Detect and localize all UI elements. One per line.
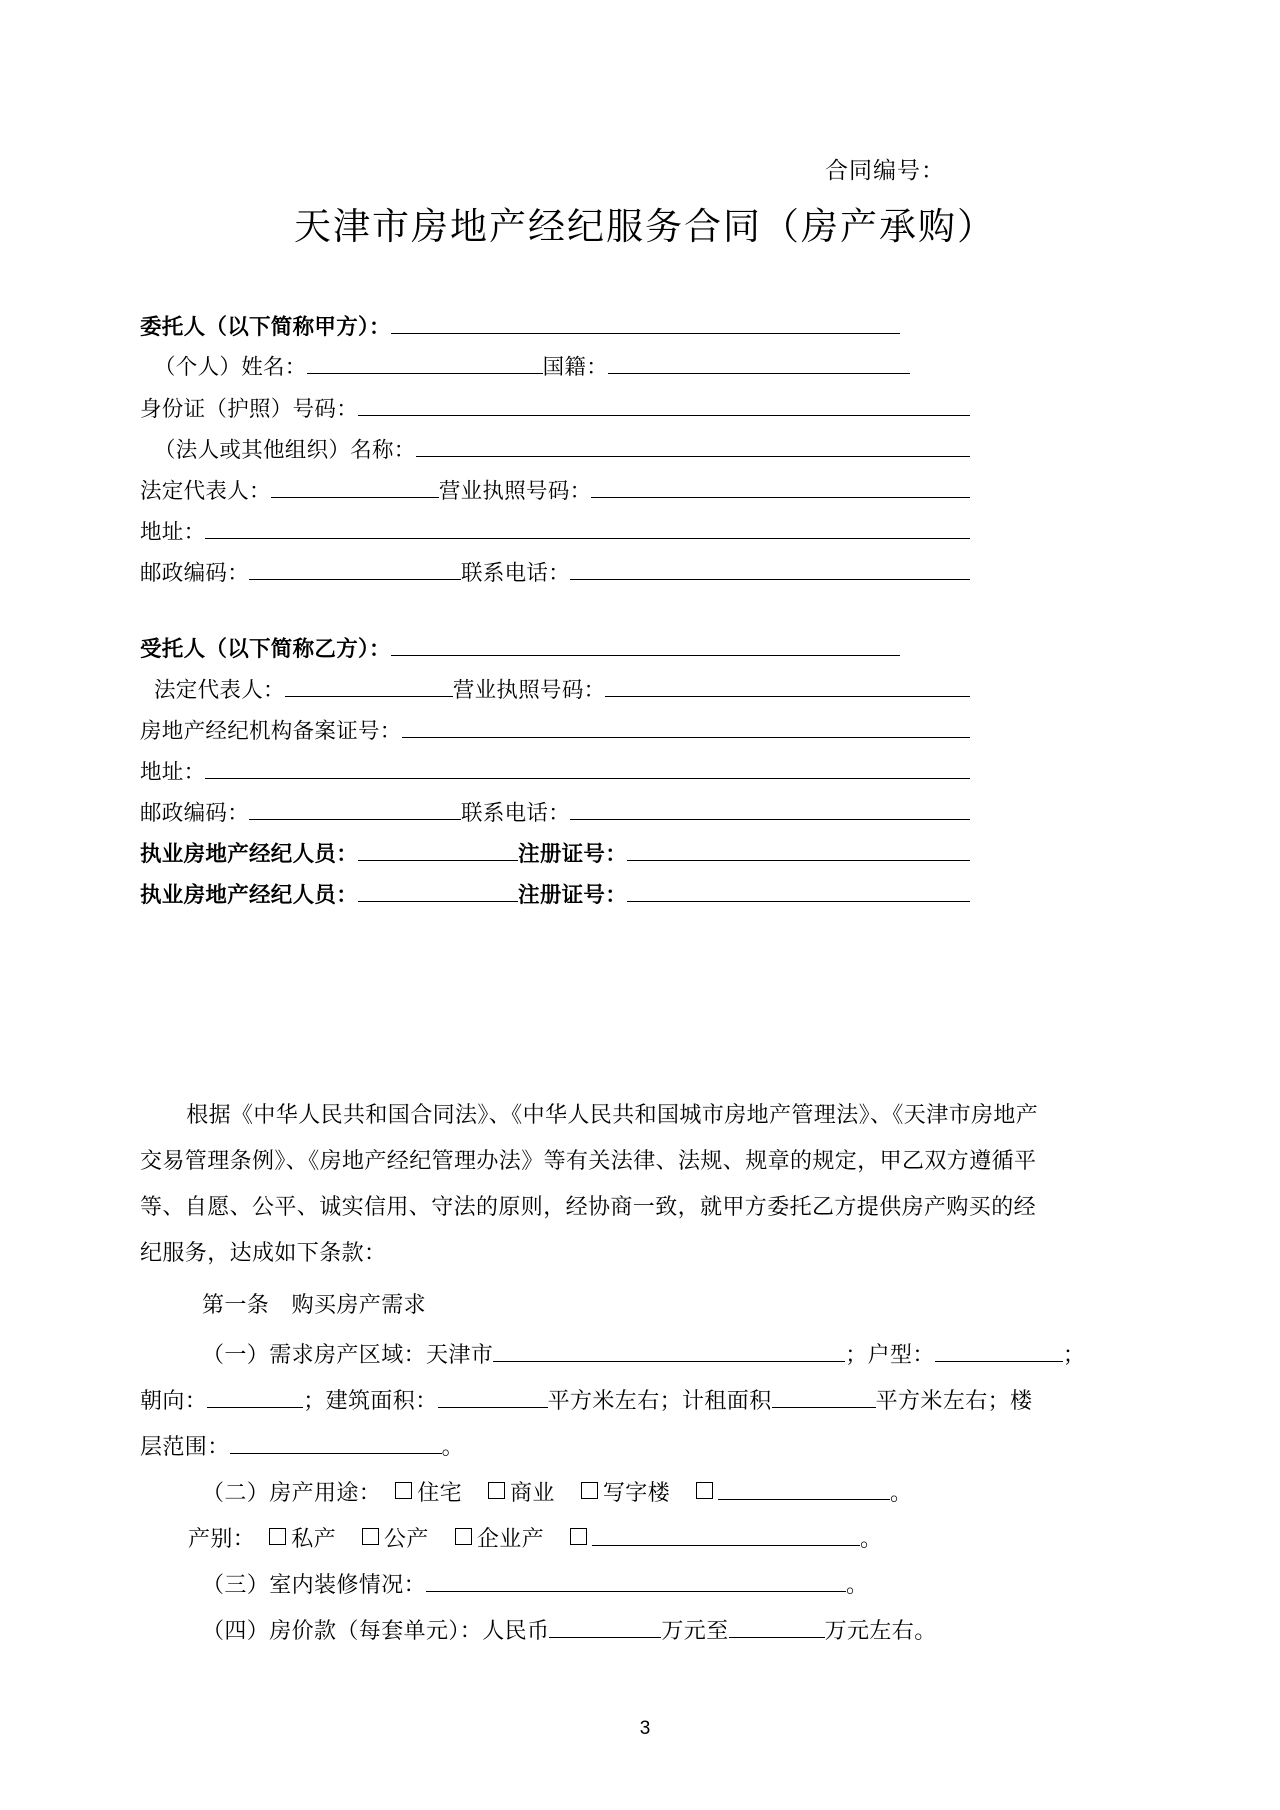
party-b-postcode-line [140, 794, 970, 827]
party-a-heading: 委托人（以下简称甲方）： [140, 315, 391, 339]
article1-property-type-period: 。 [860, 1526, 883, 1551]
document-title: 天津市房地产经纪服务合同（房产承购） [294, 206, 996, 247]
article1-item1-layout-label: ；户型： [845, 1342, 935, 1367]
party-a-address-label: 地址： [140, 520, 206, 544]
article1-item1-line1 [140, 1336, 1150, 1370]
party-b-broker1-name-blank[interactable] [358, 835, 518, 861]
article1-title [140, 1290, 426, 1320]
party-a-org-name-blank[interactable] [416, 431, 970, 457]
article1-orientation-label: 朝向： [140, 1388, 208, 1413]
party-a-org-name-label: （法人或其他组织）名称： [154, 438, 416, 462]
article1-decoration-period: 。 [846, 1572, 869, 1597]
party-b-broker2-cert-label: 注册证号： [518, 883, 628, 907]
page-number: 3 [639, 1718, 651, 1739]
party-a-legal-rep-line [140, 472, 970, 505]
party-b-broker1-label: 执业房地产经纪人员： [140, 842, 359, 866]
party-a-postcode-label: 邮政编码： [140, 561, 250, 585]
article1-item1-area-blank[interactable] [493, 1336, 845, 1362]
checkbox-private-property[interactable] [269, 1528, 286, 1545]
article1-usage-label: （二）房产用途： [202, 1480, 382, 1505]
article1-item1-area-label: （一）需求房产区域：天津市 [202, 1342, 494, 1367]
document-sheet [140, 0, 1150, 1810]
article1-rent-area-blank[interactable] [772, 1382, 876, 1408]
article1-item1-line2 [140, 1382, 1100, 1416]
party-b-address-blank[interactable] [205, 753, 970, 779]
article1-item4-line [140, 1612, 1102, 1646]
party-a-phone-label: 联系电话： [461, 561, 571, 585]
party-a-legal-rep-label: 法定代表人： [140, 479, 271, 503]
article1-price-suffix-label: 万元左右。 [824, 1618, 937, 1643]
article1-usage-other-blank[interactable] [718, 1474, 890, 1500]
article1-item2-line2 [140, 1520, 1118, 1554]
party-b-address-line [140, 753, 970, 786]
checkbox-usage-other[interactable] [696, 1482, 713, 1499]
article1-building-area-blank[interactable] [438, 1382, 548, 1408]
party-b-legal-rep-line [140, 671, 970, 704]
article1-usage-option-residential: 住宅 [417, 1480, 463, 1505]
checkbox-public-property[interactable] [362, 1528, 379, 1545]
party-a-individual-name-blank[interactable] [307, 348, 543, 374]
party-b-name-blank[interactable] [391, 630, 900, 656]
article1-decoration-blank[interactable] [426, 1566, 846, 1592]
party-b-agency-record-label: 房地产经纪机构备案证号： [140, 719, 402, 743]
preamble-line-2: 交易管理条例》、《房地产经纪管理办法》等有关法律、法规、规章的规定，甲乙双方遵循平 [140, 1148, 1037, 1173]
party-a-id-label: 身份证（护照）号码： [140, 397, 359, 421]
article1-building-area-unit: 平方米左右；计租面积 [547, 1388, 772, 1413]
party-a-individual-line [140, 348, 910, 381]
article1-item1-line3 [140, 1428, 640, 1462]
article1-price-max-blank[interactable] [729, 1612, 825, 1638]
article1-floor-range-blank[interactable] [230, 1428, 442, 1454]
article1-item2-line1 [140, 1474, 1102, 1508]
party-b-legal-rep-label: 法定代表人： [154, 678, 285, 702]
article1-item1-semicolon: ； [1062, 1342, 1086, 1367]
article1-price-mid-label: 万元至 [661, 1618, 729, 1643]
preamble-line-1: 根据《中华人民共和国合同法》、《中华人民共和国城市房地产管理法》、《天津市房地产 [186, 1102, 1039, 1127]
checkbox-enterprise-property[interactable] [455, 1528, 472, 1545]
article1-orientation-blank[interactable] [207, 1382, 303, 1408]
article1-decoration-label: （三）室内装修情况： [202, 1572, 427, 1597]
article1-property-type-label: 产别： [188, 1526, 256, 1551]
party-a-nationality-label: 国籍： [542, 355, 609, 379]
article1-floor-range-period: 。 [441, 1434, 465, 1459]
party-b-broker1-line [140, 835, 970, 868]
party-b-address-label: 地址： [140, 760, 206, 784]
article1-rent-area-unit: 平方米左右；楼 [875, 1388, 1033, 1413]
party-b-postcode-label: 邮政编码： [140, 801, 250, 825]
party-a-id-blank[interactable] [358, 390, 970, 416]
article1-price-min-blank[interactable] [549, 1612, 661, 1638]
party-a-org-line [140, 431, 970, 464]
article1-floor-range-label: 层范围： [140, 1434, 230, 1459]
article1-property-type-enterprise: 企业产 [476, 1526, 545, 1551]
party-b-broker2-line [140, 876, 970, 909]
party-a-id-line [140, 390, 970, 423]
preamble-line-4: 纪服务，达成如下条款： [140, 1240, 387, 1265]
article1-title-text: 第一条 购买房产需求 [202, 1292, 427, 1317]
contract-number-label: 合同编号： [825, 157, 945, 183]
party-a-name-blank[interactable] [391, 308, 900, 334]
checkbox-office[interactable] [581, 1482, 598, 1499]
party-a-individual-name-label: （个人）姓名： [154, 355, 307, 379]
party-b-heading: 受托人（以下简称乙方）： [140, 637, 391, 661]
party-b-broker1-cert-label: 注册证号： [518, 842, 628, 866]
party-b-business-license-label: 营业执照号码： [452, 678, 606, 702]
article1-item1-layout-blank[interactable] [935, 1336, 1063, 1362]
party-b-broker2-label: 执业房地产经纪人员： [140, 883, 359, 907]
party-b-agency-record-line [140, 712, 970, 745]
party-b-broker2-cert-blank[interactable] [627, 876, 970, 902]
party-a-legal-rep-blank[interactable] [271, 472, 439, 498]
article1-usage-option-commercial: 商业 [510, 1480, 555, 1505]
checkbox-property-other[interactable] [570, 1528, 587, 1545]
party-b-broker1-cert-blank[interactable] [627, 835, 970, 861]
article1-building-area-label: ；建筑面积： [303, 1388, 438, 1413]
party-b-legal-rep-blank[interactable] [285, 671, 453, 697]
party-b-business-license-blank[interactable] [605, 671, 970, 697]
party-b-agency-record-blank[interactable] [402, 712, 970, 738]
party-a-phone-blank[interactable] [570, 554, 970, 580]
preamble-line-3: 等、自愿、公平、诚实信用、守法的原则，经协商一致，就甲方委托乙方提供房产购买的经 [140, 1194, 1037, 1219]
preamble-paragraph [140, 1092, 1150, 1276]
article1-item3-line [140, 1566, 1102, 1600]
article1-property-type-other-blank[interactable] [592, 1520, 860, 1546]
checkbox-residential[interactable] [395, 1482, 412, 1499]
party-a-address-line [140, 513, 970, 546]
article1-usage-period: 。 [890, 1480, 913, 1505]
party-a-address-blank[interactable] [205, 513, 970, 539]
party-a-business-license-label: 营业执照号码： [438, 479, 592, 503]
article1-property-type-public: 公产 [384, 1526, 429, 1551]
party-b-postcode-blank[interactable] [249, 794, 461, 820]
party-b-heading-line [140, 630, 900, 663]
article1-property-type-private: 私产 [291, 1526, 337, 1551]
party-b-broker2-name-blank[interactable] [358, 876, 518, 902]
party-a-postcode-line [140, 554, 970, 587]
article1-usage-option-office: 写字楼 [602, 1480, 671, 1505]
article1-price-label: （四）房价款（每套单元）：人民币 [202, 1618, 550, 1643]
checkbox-commercial[interactable] [488, 1482, 505, 1499]
party-a-nationality-blank[interactable] [608, 348, 910, 374]
party-a-postcode-blank[interactable] [249, 554, 461, 580]
party-b-phone-label: 联系电话： [461, 801, 571, 825]
party-a-heading-line [140, 308, 900, 341]
party-b-phone-blank[interactable] [570, 794, 970, 820]
party-a-business-license-blank[interactable] [591, 472, 970, 498]
